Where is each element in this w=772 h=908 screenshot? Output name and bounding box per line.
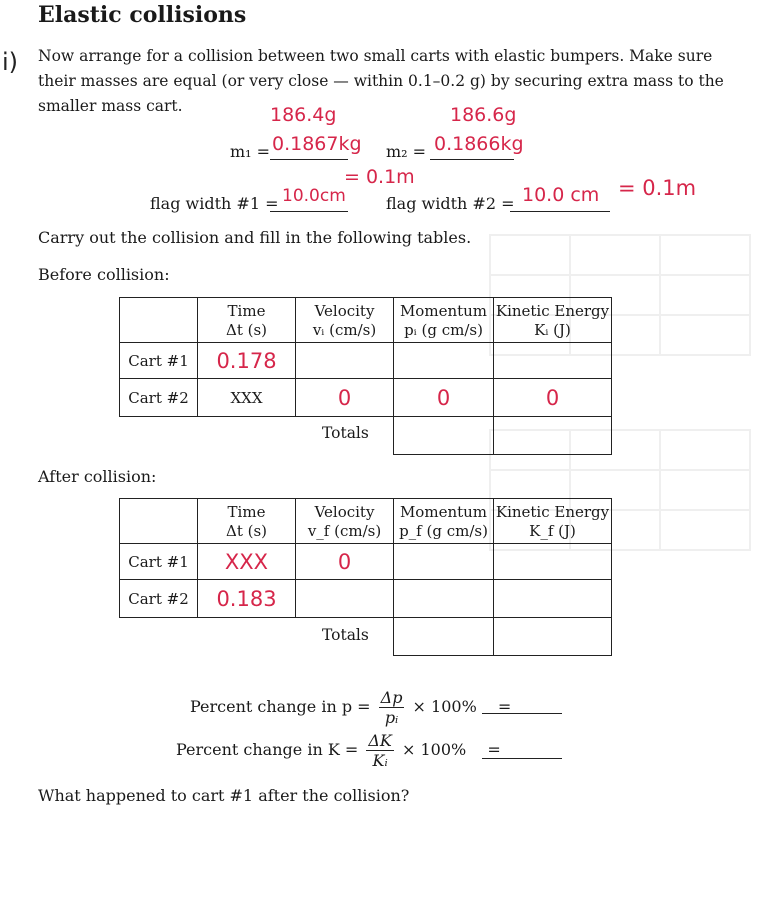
percent-p-blank[interactable]: [482, 712, 562, 714]
percent-k-blank[interactable]: [482, 757, 562, 759]
m2-grams-handwritten: 186.6g: [450, 104, 517, 126]
flag2-value-handwritten: 10.0 cm: [522, 184, 600, 206]
cart2-momentum-cell[interactable]: 0: [394, 379, 494, 417]
flag1-value-handwritten: 10.0cm: [282, 186, 346, 206]
before-header-energy: Kinetic Energy Kᵢ (J): [494, 298, 612, 343]
spacer-cell: [198, 417, 296, 455]
cart1-time-cell[interactable]: XXX: [198, 544, 296, 580]
table-row: [120, 379, 612, 417]
cart1-velocity-cell[interactable]: [296, 343, 394, 379]
before-header-time: Time Δt (s): [198, 298, 296, 343]
before-section-label: Before collision:: [38, 265, 170, 284]
p-numerator: Δp: [380, 688, 403, 707]
energy-total-cell[interactable]: [494, 618, 612, 656]
percent-p-label: Percent change in p =: [190, 697, 371, 716]
p-fraction: [379, 688, 405, 727]
cart2-time-cell: XXX: [198, 379, 296, 417]
percent-change-p: [190, 688, 511, 727]
p-times: × 100%: [412, 697, 477, 716]
momentum-total-cell[interactable]: [394, 417, 494, 455]
k-times: × 100%: [401, 740, 467, 759]
cart2-time-cell[interactable]: 0.183: [198, 580, 296, 618]
before-header-velocity: Velocity vᵢ (cm/s): [296, 298, 394, 343]
after-header-momentum: Momentum p_f (g cm/s): [394, 499, 494, 544]
cart2-energy-cell[interactable]: [494, 580, 612, 618]
k-denominator: Kᵢ: [372, 751, 388, 770]
flag1-convert-handwritten: = 0.1m: [344, 166, 415, 188]
m1-label: m₁ =: [230, 142, 271, 161]
cart1-energy-cell[interactable]: [494, 544, 612, 580]
flag1-blank[interactable]: [270, 210, 348, 212]
row-label: Cart #1: [120, 343, 198, 379]
m1-grams-handwritten: 186.4g: [270, 104, 337, 126]
cart2-velocity-cell[interactable]: 0: [296, 379, 394, 417]
flag1-label: flag width #1 =: [150, 194, 279, 213]
cart1-time-cell[interactable]: 0.178: [198, 343, 296, 379]
cart1-velocity-cell[interactable]: 0: [296, 544, 394, 580]
cart2-velocity-cell[interactable]: [296, 580, 394, 618]
k-equals: =: [487, 740, 501, 759]
spacer-cell: [120, 618, 198, 656]
m2-label: m₂ =: [386, 142, 427, 161]
before-totals-label: Totals: [322, 424, 369, 442]
table-row: [120, 580, 612, 618]
after-totals-label: Totals: [322, 626, 369, 644]
flag2-convert-handwritten: = 0.1m: [618, 176, 697, 200]
percent-change-k: [176, 731, 501, 770]
row-label: Cart #2: [120, 379, 198, 417]
header-blank-cell: [120, 499, 198, 544]
flag2-blank[interactable]: [510, 210, 610, 212]
m1-kg-handwritten: 0.1867kg: [272, 133, 362, 155]
page-title: Elastic collisions: [38, 2, 247, 28]
energy-total-cell[interactable]: [494, 417, 612, 455]
cart2-energy-cell[interactable]: 0: [494, 379, 612, 417]
after-header-energy: Kinetic Energy K_f (J): [494, 499, 612, 544]
percent-k-label: Percent change in K =: [176, 740, 359, 759]
part-marker: i): [2, 48, 19, 76]
cart1-energy-cell[interactable]: [494, 343, 612, 379]
spacer-cell: [120, 417, 198, 455]
k-numerator: ΔK: [368, 731, 392, 750]
after-header-time: Time Δt (s): [198, 499, 296, 544]
cart1-momentum-cell[interactable]: [394, 544, 494, 580]
p-denominator: pᵢ: [384, 708, 399, 727]
after-header-velocity: Velocity v_f (cm/s): [296, 499, 394, 544]
k-fraction: [366, 731, 394, 770]
after-section-label: After collision:: [38, 467, 157, 486]
before-header-momentum: Momentum pᵢ (g cm/s): [394, 298, 494, 343]
flag2-label: flag width #2 =: [386, 194, 515, 213]
m2-kg-handwritten: 0.1866kg: [434, 133, 524, 155]
instructions: Carry out the collision and fill in the following tables.: [38, 228, 472, 247]
table-row: [120, 544, 612, 580]
header-blank-cell: [120, 298, 198, 343]
m1-blank[interactable]: [270, 158, 348, 160]
p-equals: =: [497, 697, 512, 716]
momentum-total-cell[interactable]: [394, 618, 494, 656]
cart2-momentum-cell[interactable]: [394, 580, 494, 618]
table-row: [120, 343, 612, 379]
cart1-momentum-cell[interactable]: [394, 343, 494, 379]
spacer-cell: [198, 618, 296, 656]
intro-paragraph: Now arrange for a collision between two small carts with elastic bumpers. Make sure their masses are equal (or very close — within 0.1–0.2 g) by securing extra mass to the smaller mass cart.: [38, 47, 724, 115]
followup-question: What happened to cart #1 after the collision?: [38, 786, 410, 805]
m2-blank[interactable]: [430, 158, 514, 160]
row-label: Cart #2: [120, 580, 198, 618]
row-label: Cart #1: [120, 544, 198, 580]
